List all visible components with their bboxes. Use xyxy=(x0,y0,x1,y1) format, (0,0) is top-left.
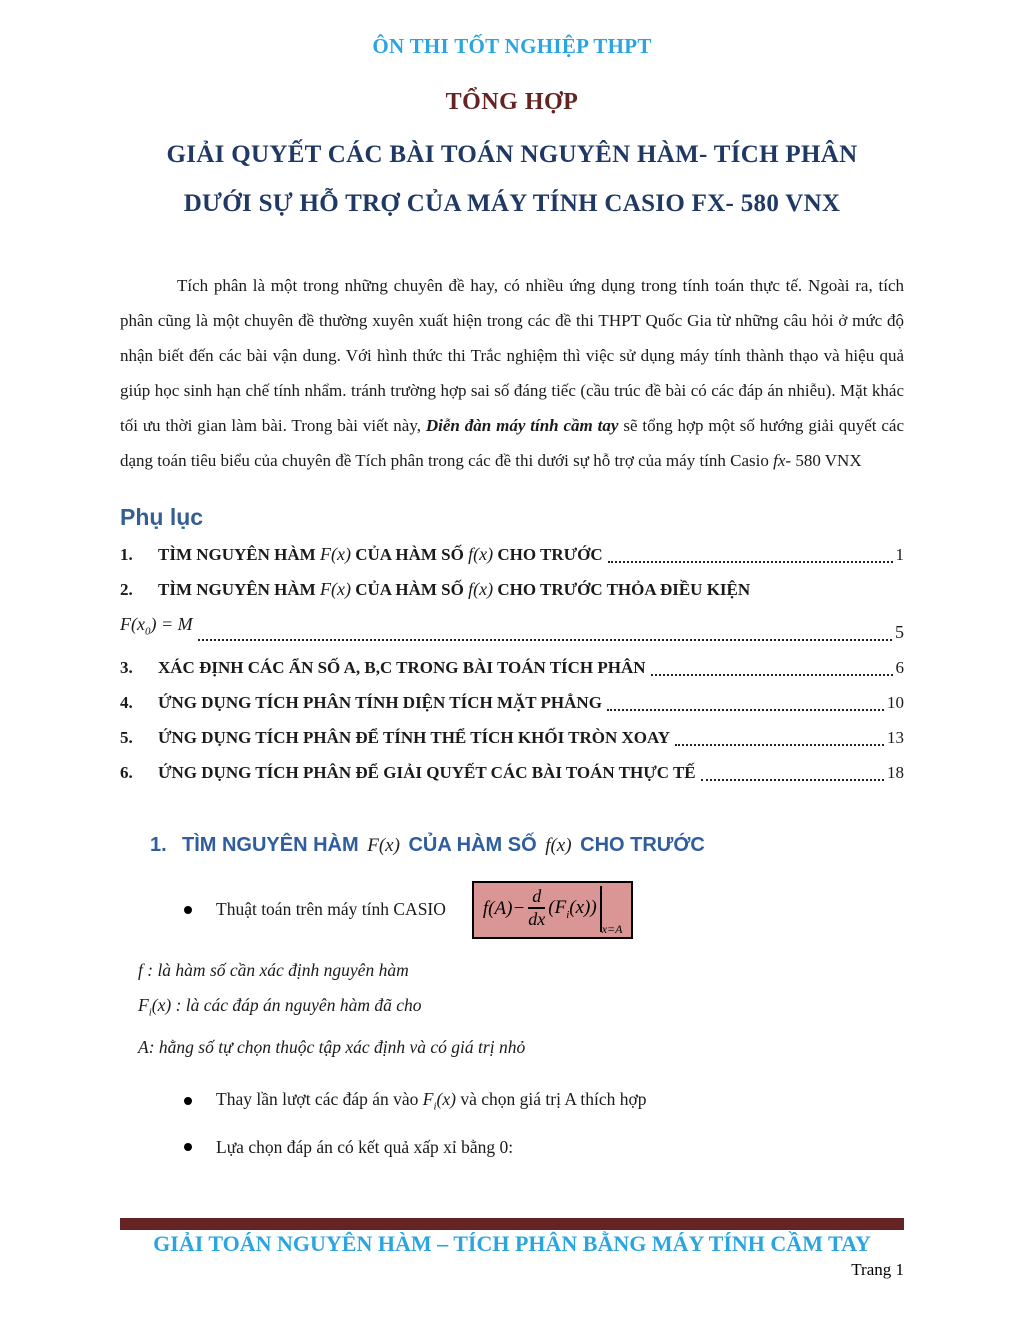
formula-argument-text: (x)) xyxy=(569,896,597,918)
page-number: Trang 1 xyxy=(851,1260,904,1279)
table-of-contents xyxy=(120,537,904,790)
toc-item-text: ỨNG DỤNG TÍCH PHÂN ĐỂ GIẢI QUYẾT CÁC BÀI TOÁN THỰC TẾ xyxy=(158,762,696,782)
casio-check-formula-box xyxy=(472,881,634,939)
toc-item-number: 5. xyxy=(120,727,133,747)
bullet-math-Fi xyxy=(422,1089,456,1113)
formula-derivative-fraction xyxy=(528,887,545,930)
subtitle-tong-hop: TỔNG HỢP xyxy=(445,89,579,115)
toc-leader-dots xyxy=(701,779,884,781)
toc-item-text: TÌM NGUYÊN HÀM xyxy=(158,580,320,599)
definition-notes xyxy=(138,953,904,1066)
toc-item-number: 2. xyxy=(120,580,133,599)
bullet-algorithm-text: Thuật toán trên máy tính CASIO xyxy=(216,899,446,920)
formula-argument-subscript: i xyxy=(566,908,570,921)
bullet-substitute xyxy=(184,1089,904,1113)
section-math-Fx: F(x) xyxy=(367,834,400,856)
toc-math-subscript: 0 xyxy=(144,625,151,638)
toc-math-fx: f(x) xyxy=(468,544,494,564)
toc-item-number: 4. xyxy=(120,692,133,712)
note-A: A: hằng số tự chọn thuộc tập xác định và có giá trị nhỏ xyxy=(138,1037,526,1058)
note-Fi xyxy=(138,988,904,1031)
toc-leader-dots xyxy=(607,709,884,711)
section-math-fx: f(x) xyxy=(545,834,572,856)
toc-leader-dots xyxy=(675,744,884,746)
bullet-icon xyxy=(184,1143,192,1151)
intro-text-3: - 580 VNX xyxy=(785,451,862,470)
toc-item-3[interactable] xyxy=(120,650,904,685)
bullet-math-subscript: i xyxy=(433,1100,437,1113)
note-f: f : là hàm số cần xác định nguyên hàm xyxy=(138,959,409,980)
toc-item-number: 3. xyxy=(120,657,133,677)
formula-argument xyxy=(548,897,596,921)
note-math-subscript: i xyxy=(148,1006,152,1019)
toc-math-condition xyxy=(120,607,193,650)
bullet-substitute-text xyxy=(216,1089,647,1113)
bullet-math-text: F xyxy=(422,1089,434,1110)
toc-page-number: 18 xyxy=(887,762,904,782)
toc-math-Fx: F(x) xyxy=(319,579,351,599)
toc-math-text: F(x xyxy=(120,614,145,634)
footer-title: GIẢI TOÁN NGUYÊN HÀM – TÍCH PHÂN BẰNG MÁY TÍNH CẦM TAY xyxy=(153,1231,871,1256)
note-math-text: (x) : là các đáp án nguyên hàm đã cho xyxy=(151,994,422,1015)
main-title xyxy=(120,130,904,228)
page-footer xyxy=(120,1218,904,1280)
main-title-line2: DƯỚI SỰ HỖ TRỢ CỦA MÁY TÍNH CASIO FX- 580 VNX xyxy=(183,190,841,217)
toc-math-text: ) = M xyxy=(150,614,193,634)
document-header-title: ÔN THI TỐT NGHIỆP THPT xyxy=(372,34,652,58)
fraction-numerator: d xyxy=(528,887,545,909)
formula-argument-text: (F xyxy=(548,896,567,918)
section-number: 1. xyxy=(150,833,167,856)
toc-leader-dots xyxy=(608,561,893,563)
bullet-math-text: (x) xyxy=(436,1089,456,1110)
intro-brand-name: Diễn đàn máy tính cầm tay xyxy=(425,416,619,435)
formula-minus-sign: − xyxy=(512,897,526,919)
footer-divider-bar xyxy=(120,1218,904,1230)
toc-leader-dots xyxy=(198,639,892,641)
toc-item-2[interactable] xyxy=(120,572,904,607)
toc-item-5[interactable] xyxy=(120,720,904,755)
toc-math-fx: f(x) xyxy=(468,579,494,599)
toc-item-title xyxy=(158,755,696,790)
toc-item-1[interactable] xyxy=(120,537,904,572)
toc-item-title xyxy=(158,537,603,572)
formula-fA: f(A) xyxy=(482,897,513,919)
intro-text-2: sẽ tổng hợp một số hướng giải quyết các dạng toán tiêu biểu của chuyên đề Tích phân trong các đề thi dưới sự hỗ trợ của máy tính Casio xyxy=(120,416,904,470)
bullet-icon xyxy=(184,1097,192,1105)
bullet-text: và chọn giá trị A thích hợp xyxy=(455,1089,647,1110)
toc-math-Fx: F(x) xyxy=(319,544,351,564)
toc-item-title xyxy=(158,650,646,685)
toc-heading: Phụ lục xyxy=(120,504,204,530)
toc-item-6[interactable] xyxy=(120,755,904,790)
toc-item-text: CỦA HÀM SỐ xyxy=(350,545,469,564)
toc-item-number: 6. xyxy=(120,762,133,782)
bullet-algorithm xyxy=(184,881,904,939)
toc-item-4[interactable] xyxy=(120,685,904,720)
toc-page-number: 1 xyxy=(895,545,904,564)
toc-item-2-condition[interactable] xyxy=(120,607,904,650)
fraction-denominator: dx xyxy=(528,909,546,930)
toc-item-text: CHO TRƯỚC THỎA ĐIỀU KIỆN xyxy=(493,580,751,599)
toc-item-number: 1. xyxy=(120,545,133,564)
intro-paragraph xyxy=(120,268,904,478)
toc-page-number: 10 xyxy=(887,692,904,712)
toc-item-text: XÁC ĐỊNH CÁC ẨN SỐ A, B,C TRONG BÀI TOÁN TÍCH PHÂN xyxy=(158,657,646,677)
evaluation-condition: x=A xyxy=(601,921,623,936)
toc-item-text: ỨNG DỤNG TÍCH PHÂN ĐỂ TÍNH THỂ TÍCH KHỐI TRÒN XOAY xyxy=(158,727,670,747)
section-title-text: CỦA HÀM SỐ xyxy=(402,833,543,856)
toc-leader-dots xyxy=(651,674,893,676)
bullet-choose-answer-text: Lựa chọn đáp án có kết quả xấp xỉ bằng 0: xyxy=(216,1136,514,1157)
toc-item-text: ỨNG DỤNG TÍCH PHÂN TÍNH DIỆN TÍCH MẶT PHẲNG xyxy=(158,692,602,712)
section-1-heading xyxy=(150,834,904,857)
bullet-icon xyxy=(184,906,192,914)
main-title-line1: GIẢI QUYẾT CÁC BÀI TOÁN NGUYÊN HÀM- TÍCH PHÂN xyxy=(166,141,858,168)
note-math-text: F xyxy=(138,994,149,1015)
intro-fx-model: fx xyxy=(773,451,786,470)
toc-page-number: 5 xyxy=(895,621,904,642)
toc-page-number: 13 xyxy=(887,727,904,747)
section-title-text: TÌM NGUYÊN HÀM xyxy=(182,833,365,856)
section-title-text: CHO TRƯỚC xyxy=(574,833,705,856)
toc-item-title xyxy=(158,720,670,755)
intro-text-1: Tích phân là một trong những chuyên đề hay, có nhiều ứng dụng trong tính toán thực tế. Ngoài ra, tích phân cũng là một chuyên đề thường xuyên xuất hiện trong các đề thi THPT Quốc Gia từ những câu hỏi ở mức độ nhận biết đến các bài vận dung. Với hình thức thi Trắc nghiệm thì việc sử dụng máy tính thành thạo và hiệu quả giúp học sinh hạn chế tính nhẩm. tránh trường hợp sai số đáng tiếc (cầu trúc đề bài có các đáp án nhiễu). Mặt khác tối ưu thời gian làm bài. Trong bài viết này, xyxy=(120,276,904,435)
toc-item-text: TÌM NGUYÊN HÀM xyxy=(158,545,320,564)
section-title xyxy=(182,834,705,857)
toc-item-text: CỦA HÀM SỐ xyxy=(350,580,469,599)
toc-item-text: CHO TRƯỚC xyxy=(493,545,603,564)
bullet-choose-answer xyxy=(184,1137,904,1158)
bullet-text: Thay lần lượt các đáp án vào xyxy=(216,1089,423,1110)
toc-item-title xyxy=(158,685,602,720)
toc-item-title xyxy=(158,572,750,607)
toc-page-number: 6 xyxy=(895,657,904,677)
